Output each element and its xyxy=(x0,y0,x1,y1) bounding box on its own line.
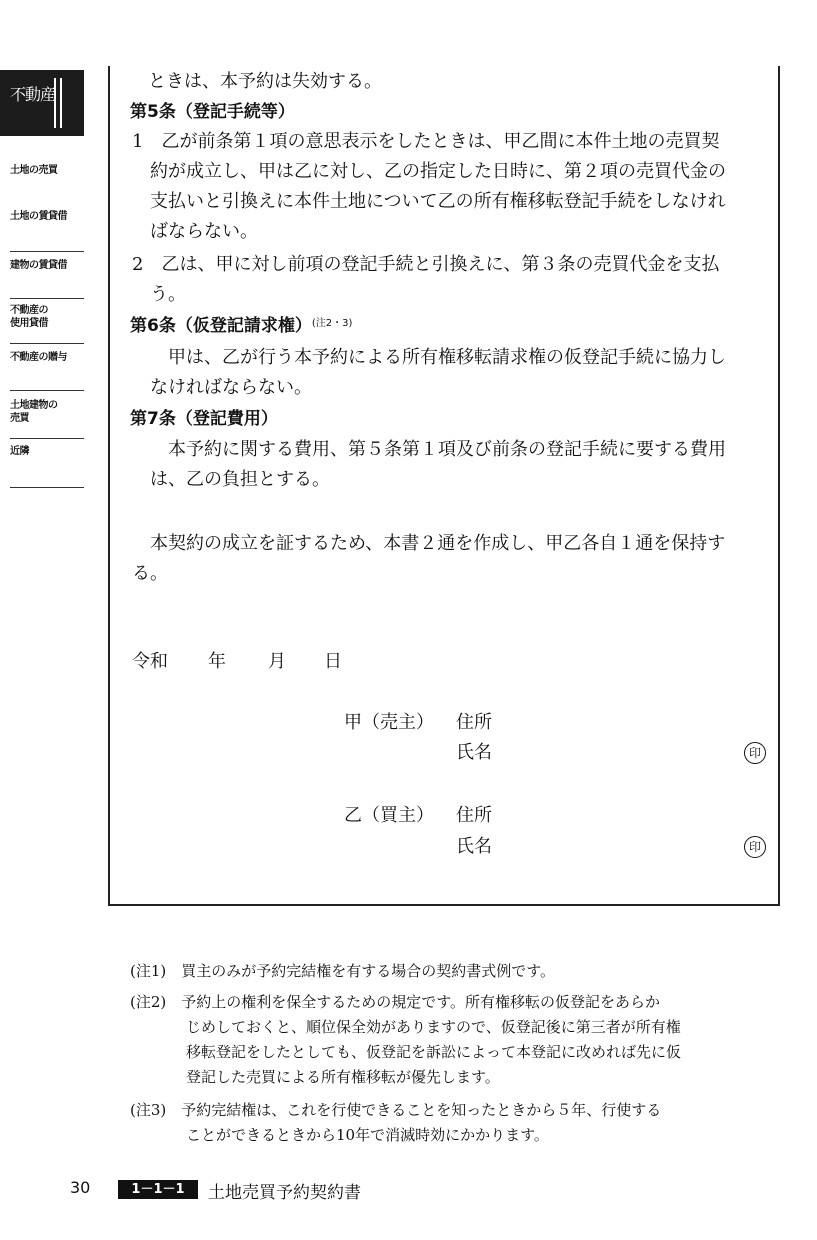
note-3-line: (注3) 予約完結権は、これを行使できることを知ったときから５年、行使する xyxy=(130,1101,662,1119)
sidebar-divider xyxy=(10,251,84,252)
seal-icon: 印 xyxy=(744,836,766,858)
section-title: 土地売買予約契約書 xyxy=(208,1183,361,1203)
date-era: 令和 xyxy=(132,651,168,672)
party-b-name-label: 氏名 xyxy=(456,836,492,857)
seal-icon: 印 xyxy=(744,742,766,764)
text-line: 本予約に関する費用、第５条第１項及び前条の登記手続に要する費用 xyxy=(168,439,726,460)
contract-form-box xyxy=(108,66,780,906)
party-b-label: 乙（買主） xyxy=(344,805,434,826)
sidebar-divider xyxy=(10,390,84,391)
article-5-heading: 第5条（登記手続等） xyxy=(130,102,295,122)
sidebar-divider xyxy=(10,343,84,344)
date-month: 月 xyxy=(268,651,286,672)
text-line: は、乙の負担とする。 xyxy=(150,469,330,490)
text-line: ばならない。 xyxy=(150,221,258,242)
sidebar-tab-label: 不動産 xyxy=(10,85,56,104)
text-line: 支払いと引換えに本件土地について乙の所有権移転登記手続をしなけれ xyxy=(150,191,726,212)
sidebar-tab-real-estate[interactable] xyxy=(0,70,84,136)
party-a-address-label: 住所 xyxy=(456,712,492,733)
text-line: る。 xyxy=(132,563,168,584)
date-day: 日 xyxy=(324,651,342,672)
sidebar-item-land-building-1[interactable]: 土地建物の xyxy=(10,400,58,411)
article-6-note-ref: (注2・3) xyxy=(311,318,353,329)
sidebar-divider xyxy=(10,298,84,299)
sidebar-item-use-loan-1[interactable]: 不動産の xyxy=(10,305,48,316)
note-2-line: 登記した売買による所有権移転が優先します。 xyxy=(186,1068,500,1086)
note-2-line: 移転登記をしたとしても、仮登記を訴訟によって本登記に改めれば先に仮 xyxy=(186,1043,682,1061)
text-line: ときは、本予約は失効する。 xyxy=(148,71,382,92)
text-line: う。 xyxy=(150,284,186,305)
text-line: 1 乙が前条第１項の意思表示をしたときは、甲乙間に本件土地の売買契 xyxy=(132,131,720,152)
sidebar-item-building-lease[interactable]: 建物の賃貸借 xyxy=(10,260,67,271)
sidebar-item-land-lease[interactable]: 土地の賃貸借 xyxy=(10,211,67,222)
party-a-name-label: 氏名 xyxy=(456,742,492,763)
date-year: 年 xyxy=(208,651,226,672)
sidebar-item-use-loan-2[interactable]: 使用貸借 xyxy=(10,318,48,329)
sidebar-item-neighbors[interactable]: 近隣 xyxy=(10,446,29,457)
note-2-line: じめしておくと、順位保全効がありますので、仮登記後に第三者が所有権 xyxy=(186,1018,681,1036)
text-line: 2 乙は、甲に対し前項の登記手続と引換えに、第３条の売買代金を支払 xyxy=(132,254,720,275)
section-code-badge: 1－1－1 xyxy=(118,1180,198,1199)
party-a-label: 甲（売主） xyxy=(344,712,434,733)
sidebar-item-land-sale[interactable]: 土地の売買 xyxy=(10,165,58,176)
text-line: 本契約の成立を証するため、本書２通を作成し、甲乙各自１通を保持す xyxy=(150,533,726,554)
article-6-title: 第6条（仮登記請求権） xyxy=(130,316,312,336)
article-6-heading xyxy=(130,314,352,338)
note-2-line: (注2) 予約上の権利を保全するための規定です。所有権移転の仮登記をあらか xyxy=(130,993,661,1011)
text-line: 甲は、乙が行う本予約による所有権移転請求権の仮登記手続に協力し xyxy=(168,347,726,368)
article-7-heading: 第7条（登記費用） xyxy=(130,409,278,429)
sidebar-divider xyxy=(10,438,84,439)
sidebar-item-gift[interactable]: 不動産の贈与 xyxy=(10,352,67,363)
sidebar-item-land-building-2[interactable]: 売買 xyxy=(10,413,29,424)
tab-marker-icon xyxy=(54,78,62,128)
note-1: (注1) 買主のみが予約完結権を有する場合の契約書式例です。 xyxy=(130,962,556,980)
text-line: なければならない。 xyxy=(150,377,312,398)
party-b-address-label: 住所 xyxy=(456,805,492,826)
note-3-line: ことができるときから10年で消滅時効にかかります。 xyxy=(186,1126,549,1144)
page-number: 30 xyxy=(70,1178,91,1197)
text-line: 約が成立し、甲は乙に対し、乙の指定した日時に、第２項の売買代金の xyxy=(150,161,726,182)
sidebar-divider xyxy=(10,487,84,488)
